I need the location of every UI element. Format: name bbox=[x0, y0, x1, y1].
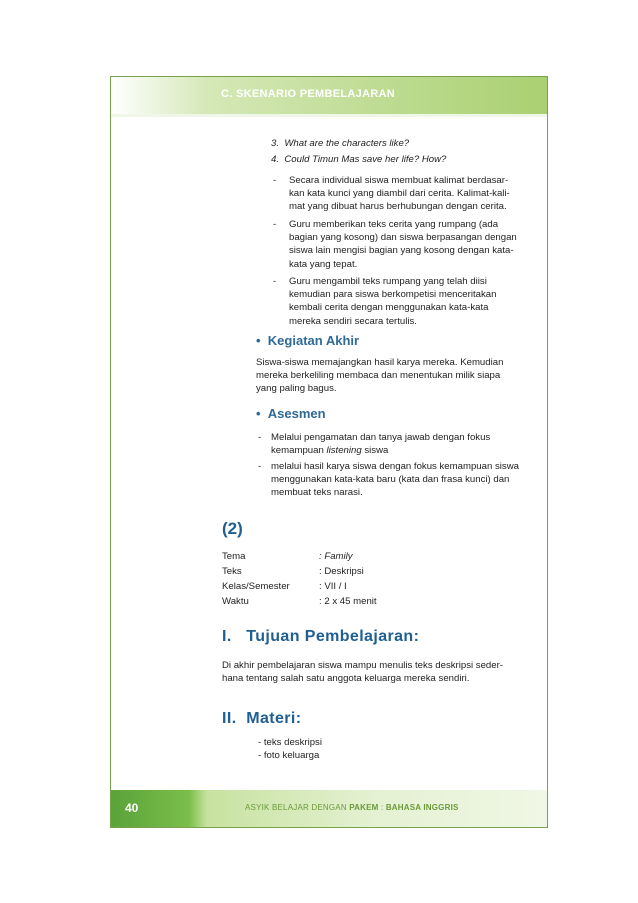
kegiatan-akhir-text: Siswa-siswa memajangkan hasil karya mereka. Kemudian mereka berkeliling membaca dan menentukan milik siapa yang paling bagus. bbox=[256, 357, 504, 395]
footer-book-title: ASYIK BELAJAR DENGAN PAKEM : BAHASA INGGRIS bbox=[245, 803, 459, 812]
info-label: Kelas/Semester bbox=[222, 581, 290, 592]
info-label: Tema bbox=[222, 551, 246, 562]
asesmen-item: melalui hasil karya siswa dengan fokus kemampuan siswa menggunakan kata-kata baru (kata dan frasa kunci) dan membuat teks narasi. bbox=[271, 461, 519, 499]
step-text: Guru memberikan teks cerita yang rumpang (ada bagian yang kosong) dan siswa berpasangan dengan siswa lain mengisi bagian yang kosong dengan kata- kata yang tepat. bbox=[289, 219, 517, 270]
section-number: (2) bbox=[222, 519, 243, 538]
step-dash: - bbox=[273, 175, 277, 186]
info-value: : Deskripsi bbox=[319, 566, 364, 577]
section-title: C. SKENARIO PEMBELAJARAN bbox=[221, 88, 396, 100]
page-number: 40 bbox=[125, 801, 139, 815]
info-value: : 2 x 45 menit bbox=[319, 596, 377, 607]
step-text: Guru mengambil teks rumpang yang telah diisi kemudian para siswa berkompetisi menceritakan kembali cerita dengan menggunakan kata-kata mereka sendiri secara tertulis. bbox=[289, 276, 497, 327]
tujuan-text: Di akhir pembelajaran siswa mampu menulis teks deskripsi seder- hana tentang salah satu anggota keluarga mereka sendiri. bbox=[222, 660, 503, 685]
bullet-icon: • bbox=[256, 406, 261, 421]
asesmen-heading: • Asesmen bbox=[256, 406, 326, 421]
materi-heading: II. Materi: bbox=[222, 710, 302, 727]
bullet-icon: • bbox=[256, 333, 261, 348]
list-item: - teks deskripsi bbox=[258, 737, 322, 748]
asesmen-item: Melalui pengamatan dan tanya jawab dengan fokus kemampuan listening siswa bbox=[271, 432, 491, 457]
step-dash: - bbox=[273, 219, 277, 230]
info-label: Teks bbox=[222, 566, 242, 577]
asesmen-dash: - bbox=[258, 432, 262, 443]
info-value: : VII / I bbox=[319, 581, 347, 592]
question-item: 3. What are the characters like? bbox=[271, 138, 410, 149]
step-text: Secara individual siswa membuat kalimat berdasar- kan kata kunci yang diambil dari cerita. Kalimat-kali- mat yang dibuat harus berhubungan dengan cerita. bbox=[289, 175, 510, 213]
list-item: - foto keluarga bbox=[258, 750, 320, 762]
question-item: 4. Could Timun Mas save her life? How? bbox=[271, 154, 447, 165]
kegiatan-akhir-heading: • Kegiatan Akhir bbox=[256, 333, 360, 348]
step-dash: - bbox=[273, 276, 277, 287]
info-label: Waktu bbox=[222, 596, 249, 607]
materi-list bbox=[258, 736, 322, 762]
tujuan-heading: I. Tujuan Pembelajaran: bbox=[222, 628, 420, 645]
info-value: : Family bbox=[319, 551, 353, 562]
asesmen-dash: - bbox=[258, 461, 262, 472]
